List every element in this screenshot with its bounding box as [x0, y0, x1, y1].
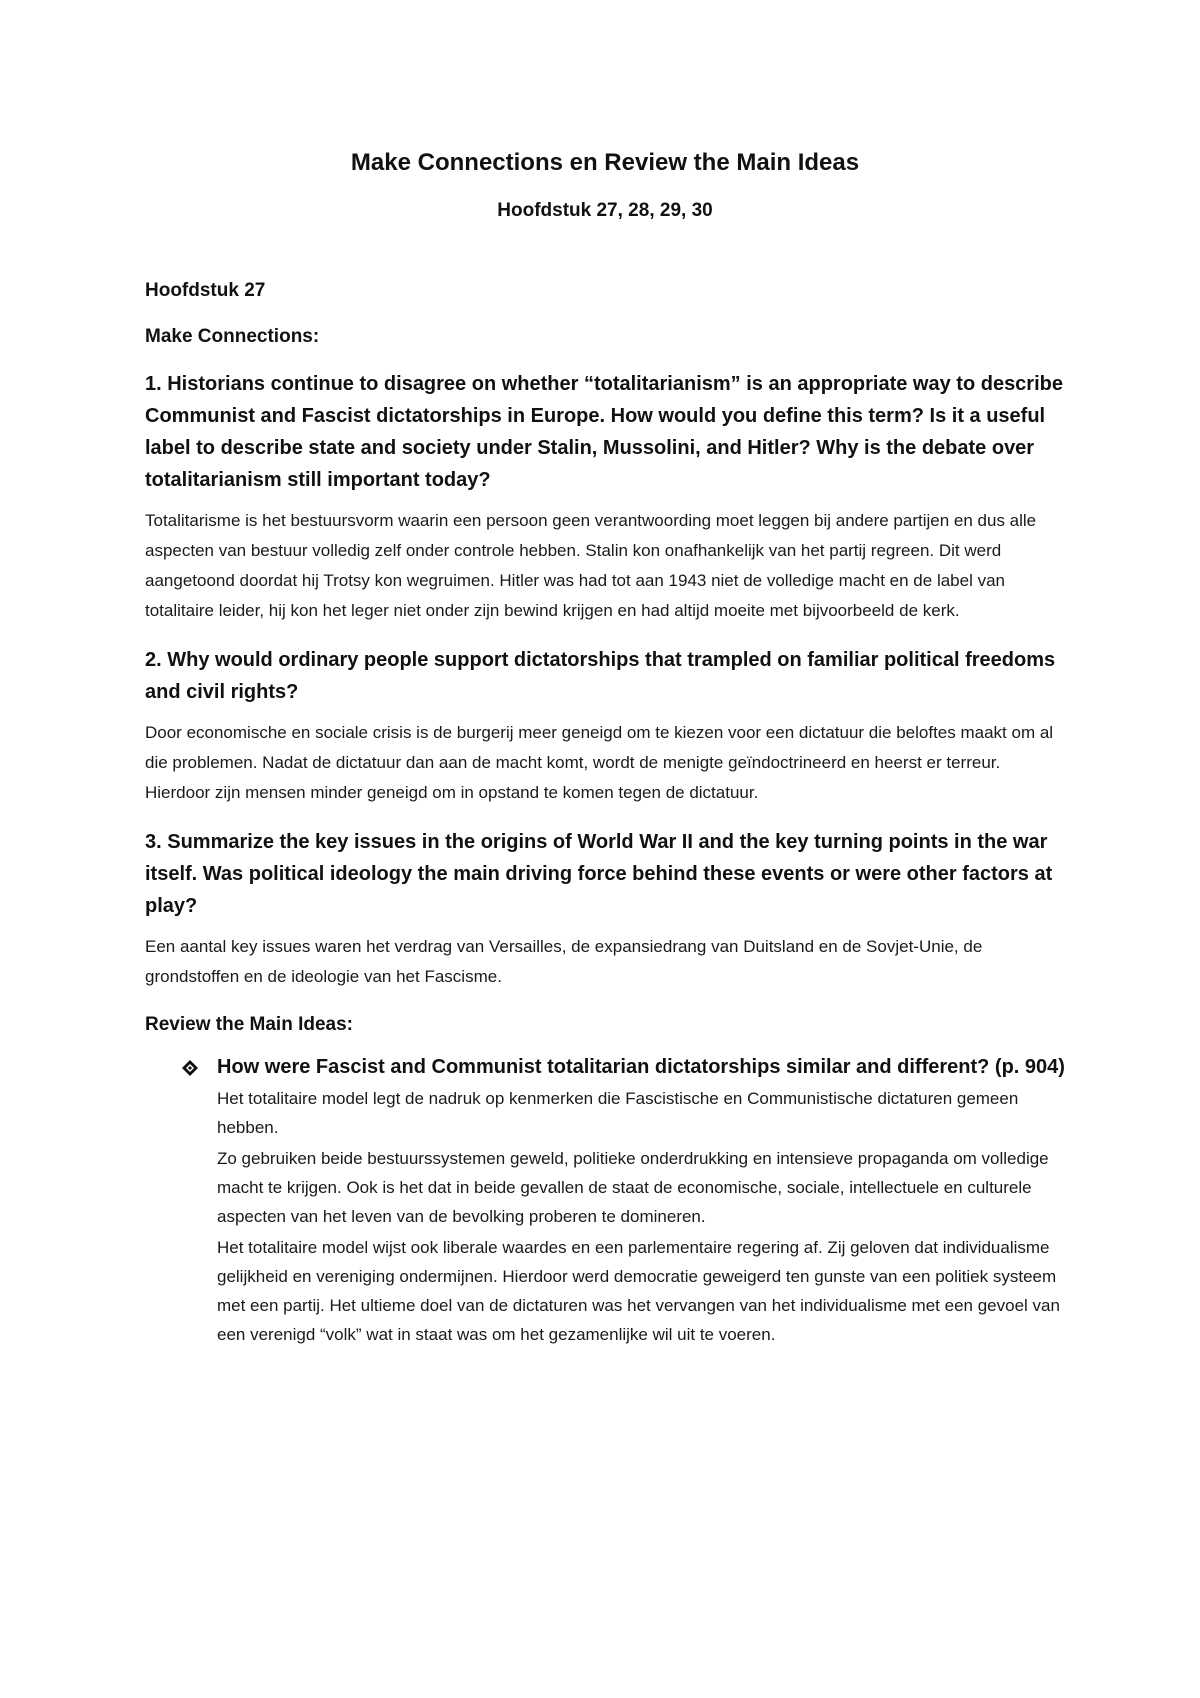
make-connections-heading: Make Connections:	[145, 326, 320, 347]
question-block-1	[145, 368, 1065, 626]
document-subtitle: Hoofdstuk 27, 28, 29, 30	[497, 200, 713, 221]
review-item	[145, 1052, 1065, 1349]
review-heading: Review the Main Ideas:	[145, 1014, 354, 1035]
chapter-heading: Hoofdstuk 27	[145, 280, 266, 301]
answer-1: Totalitarisme is het bestuursvorm waarin een persoon geen verantwoording moet leggen bij andere partijen en dus alle aspecten van bestuur volledig zelf onder controle hebben. Stalin kon onafhankelijk van het partij regreen. Dit werd aangetoond doordat hij Trotsy kon wegruimen. Hitler was had tot aan 1943 niet de volledige macht en de label van totalitaire leider, hij kon het leger niet onder zijn bewind krijgen en had altijd moeite met bijvoorbeeld de kerk.	[145, 511, 1037, 620]
review-section	[145, 1012, 1065, 1349]
diamond-bullet-icon	[181, 1059, 199, 1077]
question-3: 3. Summarize the key issues in the origins of World War II and the key turning points in the war itself. Was political ideology the main driving force behind these events or were other factors at play?	[145, 831, 1053, 917]
review-paragraph-3: Het totalitaire model wijst ook liberale waardes en een parlementaire regering af. Zij geloven dat individualisme gelijkheid en vereniging ondermijnen. Hierdoor werd democratie geweigerd ten gunste van een politiek systeem met een partij. Het ultieme doel van de dictaturen was het vervangen van het individualisme met een gevoel van een verenigd “volk” wat in staat was om het gezamenlijke wil uit te voeren.	[217, 1238, 1060, 1344]
question-1: 1. Historians continue to disagree on whether “totalitarianism” is an appropriate way to describe Communist and Fascist dictatorships in Europe. How would you define this term? Is it a useful label to describe state and society under Stalin, Mussolini, and Hitler? Why is the debate over totalitarianism still important today?	[145, 373, 1063, 491]
answer-3: Een aantal key issues waren het verdrag van Versailles, de expansiedrang van Duitsland en de Sovjet-Unie, de grondstoffen en de ideologie van het Fascisme.	[145, 937, 983, 986]
question-2: 2. Why would ordinary people support dictatorships that trampled on familiar political freedoms and civil rights?	[145, 649, 1056, 703]
question-block-3	[145, 826, 1065, 992]
document-content	[145, 148, 1065, 1349]
document-title: Make Connections en Review the Main Ideas	[350, 149, 860, 176]
question-block-2	[145, 644, 1065, 808]
answer-2: Door economische en sociale crisis is de burgerij meer geneigd om te kiezen voor een dictatuur die beloftes maakt om al die problemen. Nadat de dictatuur dan aan de macht komt, wordt de menigte geïndoctrineerd en heerst er terreur. Hierdoor zijn mensen minder geneigd om in opstand te komen tegen de dictatuur.	[145, 723, 1054, 802]
review-paragraph-1: Het totalitaire model legt de nadruk op kenmerken die Fascistische en Communistische dictaturen gemeen hebben.	[217, 1089, 1019, 1137]
review-paragraph-2: Zo gebruiken beide bestuurssystemen geweld, politieke onderdrukking en intensieve propaganda om volledige macht te krijgen. Ook is het dat in beide gevallen de staat de economische, sociale, intellectuele en culturele aspecten van het leven van de bevolking proberen te domineren.	[217, 1149, 1049, 1226]
review-question: How were Fascist and Communist totalitarian dictatorships similar and different? (p. 904)	[217, 1056, 1065, 1078]
